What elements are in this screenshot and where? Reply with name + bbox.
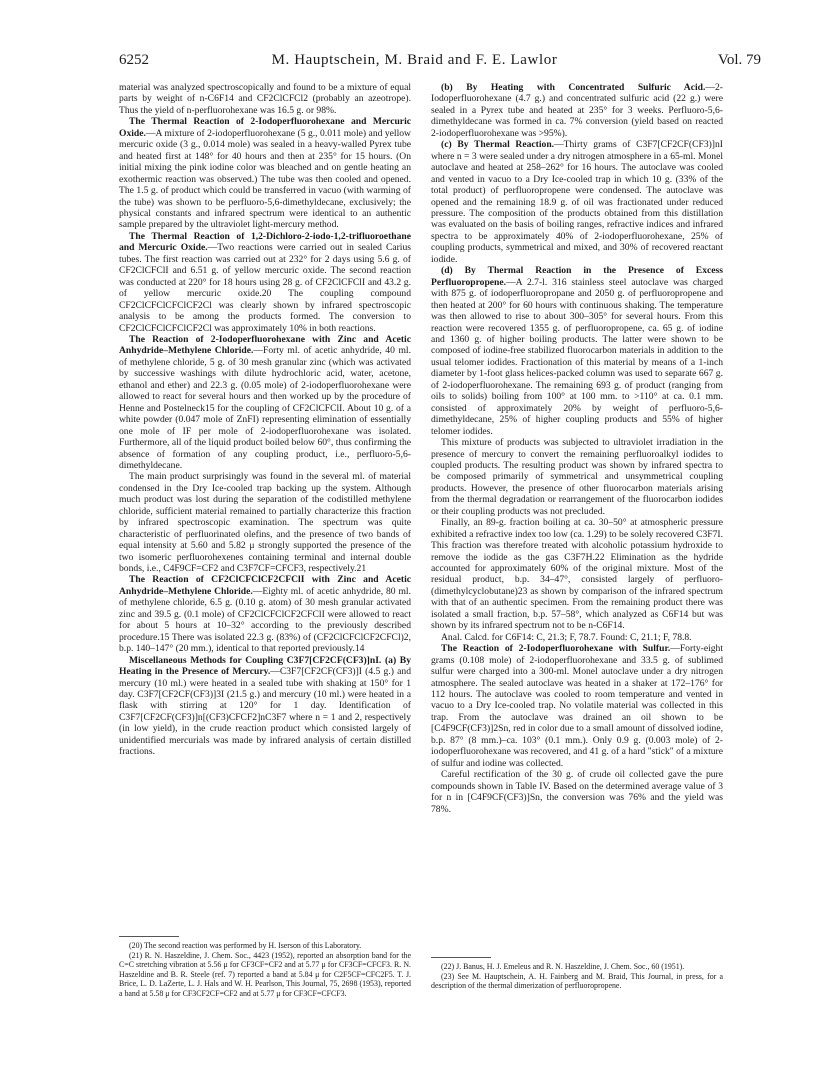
paragraph-body: —Thirty grams of C3F7[CF2CF(CF3)]nI where n = 3 were sealed under a dry nitrogen atmosphere in a 65-ml. Monel autoclave and heated at 258–262° for 16 hours. The autoclave was cooled and vented in vacuo to a Dry Ice-cooled trap in which 10 g. (33% of the total product) of perfluoropropene were condensed. The autoclave was opened and the remaining 18.9 g. of oil was fractionated under reduced pressure. The composition of the products obtained from this distillation was evaluated on the basis of boiling ranges, refractive indices and infrared spectra to be approximately 40% of 2-iodoperfluorohexane, 25% of coupling products, symmetrical and mixed, and 30% of recovered reactant iodide. <box>431 139 723 265</box>
footnotes-right <box>431 950 723 991</box>
paragraph <box>431 82 723 139</box>
paragraph <box>431 265 723 437</box>
paragraph-body: —A 2.7-l. 316 stainless steel autoclave was charged with 875 g. of iodoperfluoropropane and 2050 g. of perfluoropropene and then heated at 200° for 60 hours with continuous shaking. The temperature was then allowed to rise to about 300–305° for several hours. From this reaction were recovered 1355 g. of perfluoropropene, ca. 65 g. of iodine and 1360 g. of higher boiling products. The latter were shown to be composed of iodine-free stabilized fluorocarbon materials in addition to the usual telomer iodides. Fractionation of this material by means of a 1-inch diameter by 1-foot glass helices-packed column was used to separate 667 g. of 2-iodoperfluorohexane. The remaining 693 g. of product (ranging from oils to solids) boiling from 100° at 100 mm. to >110° at ca. 0.1 mm. consisted of approximately 20% by weight of perfluoro-5,6-dimethyldecane, 25% of higher coupling products and 55% of higher telomer iodides. <box>431 276 723 437</box>
footnotes-left <box>119 929 411 999</box>
page-number: 6252 <box>119 52 149 68</box>
analysis-line: Anal. Calcd. for C6F14: C, 21.3; F, 78.7. Found: C, 21.1; F, 78.8. <box>441 631 692 643</box>
section-heading: The Reaction of 2-Iodoperfluorohexane with Sulfur. <box>441 643 671 655</box>
paragraph-body: —Eighty ml. of acetic anhydride, 80 ml. of methylene chloride, 6.5 g. (0.10 g. atom) of 30 mesh granular activated zinc and 39.5 g. (0.1 mole) of CF2ClCFClCF2CFClI were allowed to react for about 5 hours at 10–32° according to the previously described procedure.15 There was isolated 22.3 g. (83%) of (CF2ClCFClCF2CFCl)2, b.p. 140–147° (20 mm.), identical to that reported previously.14 <box>119 585 411 655</box>
section-heading: (c) By Thermal Reaction. <box>441 139 555 151</box>
paragraph: Finally, an 89-g. fraction boiling at ca. 30–50° at atmospheric pressure exhibited a refractive index too low (ca. 1.29) to be solely recovered C3F7I. This fraction was therefore treated with alcoholic potassium hydroxide to remove the iodide as the gas C3F7H.22 Elimination as the hydride accounted for approximately 60% of the original mixture. Most of the residual product, b.p. 34–47°, consisted largely of perfluoro-(dimethylcyclobutane)23 as shown by comparison of the infrared spectrum with that of an authentic specimen. From the remaining product there was isolated a small fraction, b.p. 57–58°, which analyzed as C6F14 but was shown by its infrared spectrum not to be n-C6F14. <box>431 517 723 632</box>
section-heading: Miscellaneous Methods for Coupling C3F7[CF2CF(CF3)]nI. <box>129 654 382 666</box>
paragraph-body: —Forty ml. of acetic anhydride, 40 ml. of methylene chloride, 5 g. of 30 mesh granular zinc (which was activated by successive washings with dilute hydrochloric acid, water, acetone, ethanol and ether) and 22.3 g. (0.05 mole) of 2-iodoperfluorohexane were allowed to react for several hours and then worked up by the procedure of Henne and Postelneck15 for the coupling of CF2ClCFClI. About 10 g. of a white powder (0.047 mole of ZnFI) representing elimination of essentially one mole of IF per mole of 2-iodoperfluorohexane was isolated. Furthermore, all of the liquid product boiled below 60°, thus confirming the absence of formation of any coupling product, i.e., perfluoro-5,6-dimethyldecane. <box>119 345 411 471</box>
paragraph-body: —Two reactions were carried out in sealed Carius tubes. The first reaction was carried out at 232° for 2 days using 5.6 g. of CF2ClCFClI and 6.51 g. of yellow mercuric oxide. The second reaction was conducted at 220° for 18 hours using 28 g. of CF2ClCFClI and 43.2 g. of yellow mercuric oxide.20 The coupling compound CF2ClCFClCFClCF2Cl was clearly shown by infrared spectroscopic analysis to be among the products formed. The conversion to CF2ClCFClCFClCF2Cl was approximately 10% in both reactions. <box>119 242 411 334</box>
paragraph <box>119 231 411 334</box>
paragraph <box>431 139 723 265</box>
running-header <box>0 52 829 72</box>
subsection-heading: (a) By Heating in the Presence of Mercury. <box>119 654 412 678</box>
paragraph <box>119 574 411 654</box>
paragraph <box>119 116 411 231</box>
paragraph-body: —C3F7[CF2CF(CF3)]I (4.5 g.) and mercury (10 ml.) were heated in a sealed tube with shaking at 150° for 1 day. C3F7[CF2CF(CF3)]3I (21.5 g.) and mercury (10 ml.) were heated in a flask with stirring at 120° for 1 day. Identification of C3F7[CF2CF(CF3)]n[(CF3)CFCF2]nC3F7 where n = 1 and 2, respectively (in low yield), in the crude reaction product which consisted largely of unidentified mercurials was made by infrared analysis of certain distilled fractions. <box>119 666 411 758</box>
paragraph-body: —2-Iodoperfluorohexane (4.7 g.) and concentrated sulfuric acid (22 g.) were sealed in a Pyrex tube and heated at 235° for 3 weeks. Perfluoro-5,6-dimethyldecane was formed in ca. 7% conversion (yield based on reacted 2-iodoperfluorohexane was >95%). <box>431 82 723 139</box>
section-heading: The Reaction of CF2ClCFClCF2CFClI with Zinc and Acetic Anhydride–Methylene Chloride. <box>119 574 411 597</box>
paragraph: material was analyzed spectroscopically and found to be a mixture of equal parts by weight of n-C6F14 and CF2ClCFCl2 (probably an azeotrope). Thus the yield of n-perfluorohexane was 16.5 g. or 98%. <box>119 82 411 116</box>
footnote-divider <box>431 957 491 958</box>
footnote: (20) The second reaction was performed by H. Iserson of this Laboratory. <box>129 941 362 950</box>
section-heading: (b) By Heating with Concentrated Sulfuric Acid. <box>441 82 706 93</box>
paragraph: The main product surprisingly was found in the several ml. of material condensed in the Dry Ice-cooled trap backing up the system. Although much product was lost during the separation of the codistilled methylene chloride, sufficient material remained to partially characterize this fraction by infrared spectroscopic examination. The spectrum was quite characteristic of perfluorinated olefins, and the presence of two bands of equal intensity at 5.60 and 5.82 μ strongly supported the presence of the two isomeric perfluorohexenes containing terminal and internal double bonds, i.e., C4F9CF=CF2 and C3F7CF=CFCF3, respectively.21 <box>119 471 411 575</box>
paragraph <box>119 334 411 471</box>
footnote: (21) R. N. Haszeldine, J. Chem. Soc., 4423 (1952), reported an absorption band for the C=C stretching vibration at 5.56 μ for CF3CF=CF2 and at 5.77 μ for CF3CF=CFCF3. R. N. Haszeldine and B. R. Steele (ref. 7) reported a band at 5.84 μ for C2F5CF=CFC2F5. T. J. Brice, L. D. LaZerte, L. J. Hals and W. H. Pearlson, This Journal, 75, 2698 (1953), reported a band at 5.58 μ for CF3CF2CF=CF2 and at 5.77 μ for CF3CF=CFCF3. <box>119 950 411 998</box>
footnote-divider <box>119 936 179 937</box>
footnote: (22) J. Banus, H. J. Emeleus and R. N. Haszeldine, J. Chem. Soc., 60 (1951). <box>441 962 685 971</box>
paragraph <box>431 643 723 769</box>
paragraph: This mixture of products was subjected to ultraviolet irradiation in the presence of mercury to convert the remaining perfluoroalkyl iodides to coupled products. The resulting product was shown by infrared spectra to be composed primarily of symmetrical and unsymmetrical coupling products. However, the presence of other fluorocarbon materials arising from the thermal degradation or rearrangement of the fluorocarbon iodides or their coupling products was not precluded. <box>431 437 723 517</box>
paragraph <box>119 655 411 758</box>
paragraph-body: —Forty-eight grams (0.108 mole) of 2-iodoperfluorohexane and 33.5 g. of sublimed sulfur were charged into a 300-ml. Monel autoclave under a dry nitrogen atmosphere. The sealed autoclave was heated in a shaker at 172–176° for 112 hours. The autoclave was cooled to room temperature and vented in vacuo to a Dry Ice-cooled trap. No volatile material was collected in this trap. From the autoclave was drained an oil shown to be [C4F9CF(CF3)]2Sn, red in color due to a small amount of dissolved iodine, b.p. 87° (8 mm.)–ca. 103° (0.1 mm.). Only 0.9 g. (0.003 mole) of 2-iodoperfluorohexane was recovered, and 41 g. of a hard "stick" of a mixture of sulfur and iodine was collected. <box>431 643 723 769</box>
paragraph-body: —A mixture of 2-iodoperfluorohexane (5 g., 0.011 mole) and yellow mercuric oxide (3 g., 0.014 mole) was sealed in a heavy-walled Pyrex tube and heated first at 148° for 40 hours and then at 235° for 15 hours. (On initial mixing the pink iodine color was bleached and on gentle heating an exothermic reaction was observed.) The tube was then cooled and opened. The 1.5 g. of product which could be transferred in vacuo (with warming of the tube) was shown to be perfluoro-5,6-dimethyldecane, exclusively; the physical constants and infrared spectrum were identical to an authentic sample prepared by the ultraviolet light-mercury method. <box>119 127 411 231</box>
paragraph: Careful rectification of the 30 g. of crude oil collected gave the pure compounds shown in Table IV. Based on the determined average value of 3 for n in [C4F9CF(CF3)]Sn, the conversion was 76% and the yield was 78%. <box>431 769 723 815</box>
left-column <box>119 82 411 758</box>
section-heading: The Thermal Reaction of 1,2-Dichloro-2-iodo-1,2-trifluoroethane and Mercuric Oxide. <box>119 230 411 254</box>
volume-label: Vol. 79 <box>717 52 761 68</box>
running-authors: M. Hauptschein, M. Braid and F. E. Lawlor <box>271 52 558 68</box>
footnote: (23) See M. Hauptschein, A. H. Fainberg and M. Braid, This Journal, in press, for a description of the thermal dimerization of perfluoropropene. <box>431 971 723 991</box>
section-heading: (d) By Thermal Reaction in the Presence of Excess Perfluoropropene. <box>431 265 723 288</box>
right-column <box>431 82 723 815</box>
section-heading: The Thermal Reaction of 2-Iodoperfluorohexane and Mercuric Oxide. <box>119 116 411 139</box>
section-heading: The Reaction of 2-Iodoperfluorohexane with Zinc and Acetic Anhydride–Methylene Chloride. <box>119 333 411 357</box>
